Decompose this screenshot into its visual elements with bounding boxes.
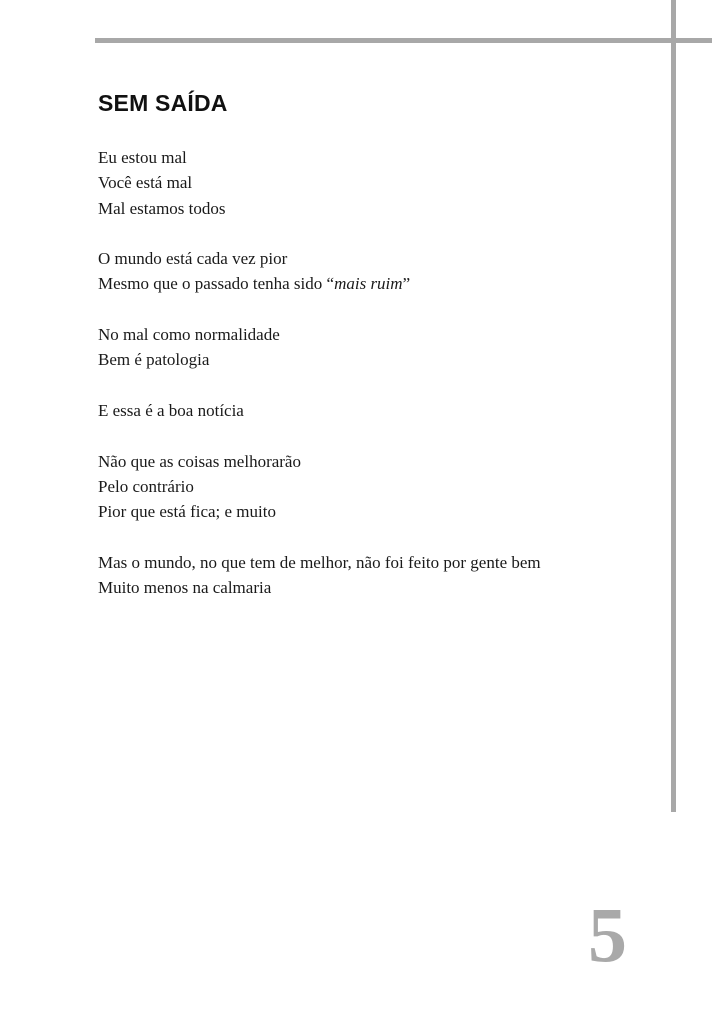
poem-line: Mal estamos todos <box>98 198 226 218</box>
poem-line: Pior que está fica; e muito <box>98 502 276 522</box>
top-horizontal-rule <box>95 38 712 43</box>
stanza <box>98 398 658 423</box>
poem-title: SEM SAÍDA <box>98 90 228 116</box>
poem-line: Bem é patologia <box>98 350 210 370</box>
stanza <box>98 322 658 373</box>
poem-line: No mal como normalidade <box>98 325 280 345</box>
closing-quote: ” <box>402 274 411 294</box>
poem-line: Pelo contrário <box>98 476 194 496</box>
poem-line: O mundo está cada vez pior <box>98 249 288 269</box>
poem-body <box>98 145 658 600</box>
right-vertical-rule <box>671 0 676 812</box>
poem-line: Você está mal <box>98 173 193 193</box>
poem-line: Mas o mundo, no que tem de melhor, não foi feito por gente bem <box>98 552 541 572</box>
poem-line: Muito menos na calmaria <box>98 578 272 598</box>
stanza <box>98 246 658 297</box>
poem-line-text: Mesmo que o passado tenha sido “ <box>98 274 335 294</box>
poem-line: Eu estou mal <box>98 148 187 167</box>
stanza <box>98 550 658 601</box>
poem-line: Não que as coisas melhorarão <box>98 451 301 471</box>
poem-line: E essa é a boa notícia <box>98 400 244 420</box>
page-number: 5 <box>588 891 627 978</box>
poem-line <box>98 271 658 296</box>
italic-quote: mais ruim <box>334 274 403 294</box>
stanza <box>98 145 658 221</box>
stanza <box>98 449 658 525</box>
